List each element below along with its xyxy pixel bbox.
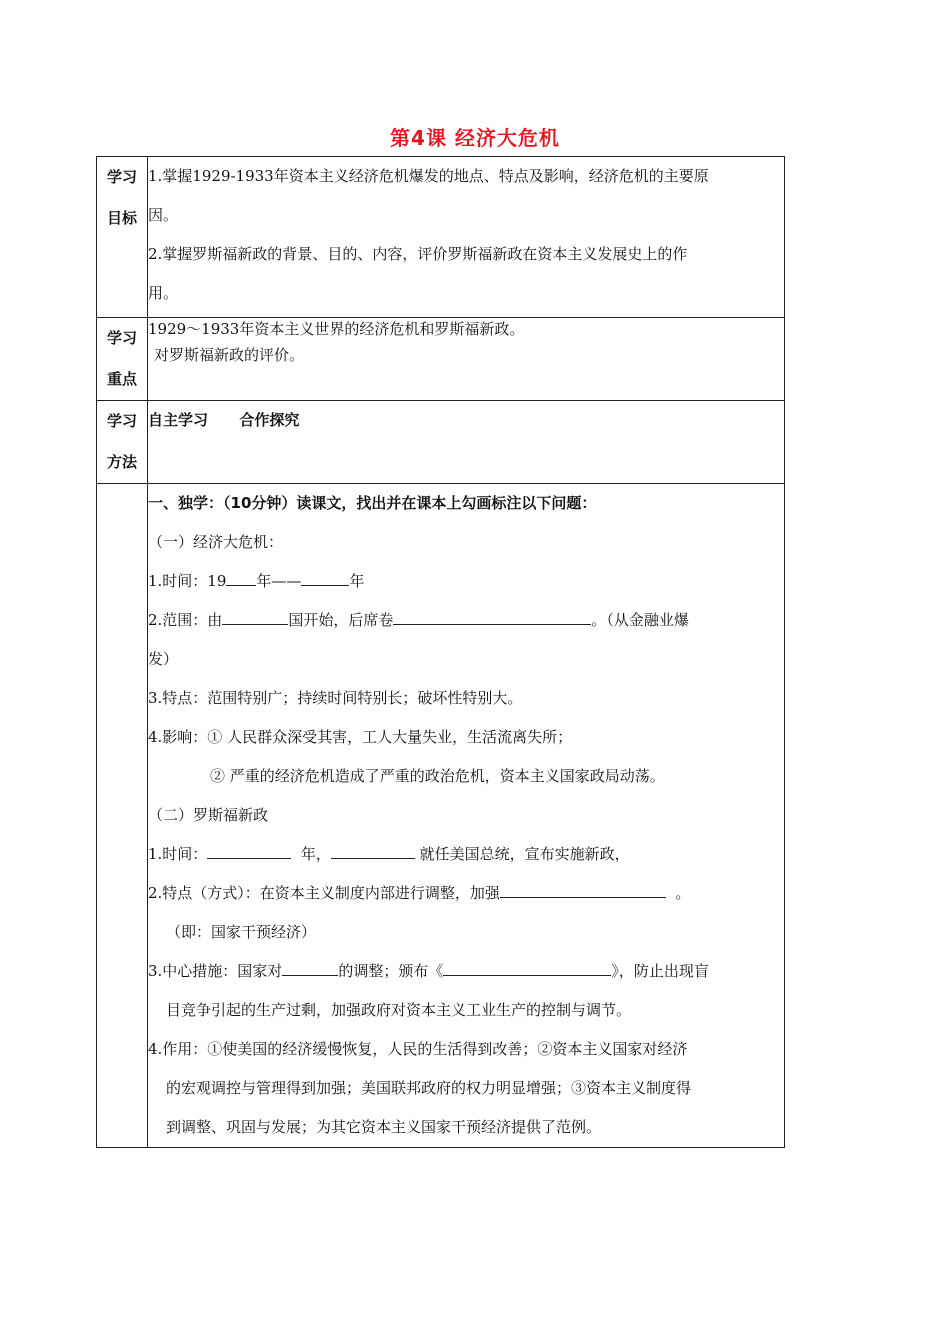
focus-label: 学习 重点: [97, 318, 148, 401]
section-title: （一）经济大危机：: [148, 533, 284, 551]
table-row: [97, 157, 785, 318]
method-content: [148, 401, 785, 484]
blank-label: [97, 484, 148, 1148]
section-title: （二）罗斯福新政: [148, 806, 269, 824]
goals-label: 学习 目标: [97, 157, 148, 318]
fill-blank[interactable]: [331, 843, 415, 859]
crisis-time: 1.时间：19 年—— 年: [148, 572, 365, 590]
fill-blank[interactable]: [393, 609, 591, 625]
study-content: [148, 484, 785, 1148]
crisis-impact: ② 严重的经济危机造成了严重的政治危机，资本主义国家政局动荡。: [210, 767, 665, 785]
focus-line: 对罗斯福新政的评价。: [154, 346, 305, 364]
goal-line: 用。: [148, 284, 179, 302]
goals-content: [148, 157, 785, 318]
method-text: 自主学习 合作探究: [148, 411, 300, 429]
fill-blank[interactable]: [226, 570, 256, 586]
goal-line: 1.掌握1929-1933年资本主义经济危机爆发的地点、特点及影响，经济危机的主要原: [148, 167, 709, 185]
table-row: [97, 318, 785, 401]
study-heading: 一、独学：（10分钟）读课文，找出并在课本上勾画标注以下问题：: [148, 494, 597, 512]
fill-blank[interactable]: [443, 960, 611, 976]
newdeal-effect: 到调整、巩固与发展；为其它资本主义国家干预经济提供了范例。: [166, 1118, 602, 1136]
focus-content: [148, 318, 785, 401]
table-row: [97, 484, 785, 1148]
fill-blank[interactable]: [500, 882, 666, 898]
newdeal-effect: 4.作用：①使美国的经济缓慢恢复，人民的生活得到改善；②资本主义国家对经济: [148, 1040, 688, 1058]
fill-blank[interactable]: [301, 570, 349, 586]
crisis-impact: 4.影响：① 人民群众深受其害，工人大量失业，生活流离失所；: [148, 728, 573, 746]
fill-blank[interactable]: [222, 609, 288, 625]
goal-line: 2.掌握罗斯福新政的背景、目的、内容，评价罗斯福新政在资本主义发展史上的作: [148, 245, 688, 263]
fill-blank[interactable]: [282, 960, 338, 976]
newdeal-measure: 3.中心措施：国家对 的调整；颁布《 》，防止出现盲: [148, 962, 709, 980]
crisis-range: 2.范围：由 国开始，后席卷 。（从金融业爆: [148, 611, 689, 629]
crisis-range-cont: 发）: [148, 650, 179, 668]
method-label: 学习 方法: [97, 401, 148, 484]
newdeal-time: 1.时间： 年， 就任美国总统，宣布实施新政，: [148, 845, 630, 863]
fill-blank[interactable]: [207, 843, 291, 859]
newdeal-measure-cont: 目竞争引起的生产过剩，加强政府对资本主义工业生产的控制与调节。: [166, 1001, 632, 1019]
crisis-feature: 3.特点：范围特别广；持续时间特别长；破坏性特别大。: [148, 689, 523, 707]
table-row: [97, 401, 785, 484]
newdeal-effect: 的宏观调控与管理得到加强；美国联邦政府的权力明显增强；③资本主义制度得: [166, 1079, 692, 1097]
page-title: 第4课 经济大危机: [390, 126, 560, 150]
newdeal-trait: 2.特点（方式）：在资本主义制度内部进行调整，加强 。: [148, 884, 691, 902]
focus-line: 1929～1933年资本主义世界的经济危机和罗斯福新政。: [148, 320, 525, 338]
goal-line: 因。: [148, 206, 179, 224]
newdeal-trait-note: （即：国家干预经济）: [166, 923, 317, 941]
study-table: [96, 156, 785, 1148]
